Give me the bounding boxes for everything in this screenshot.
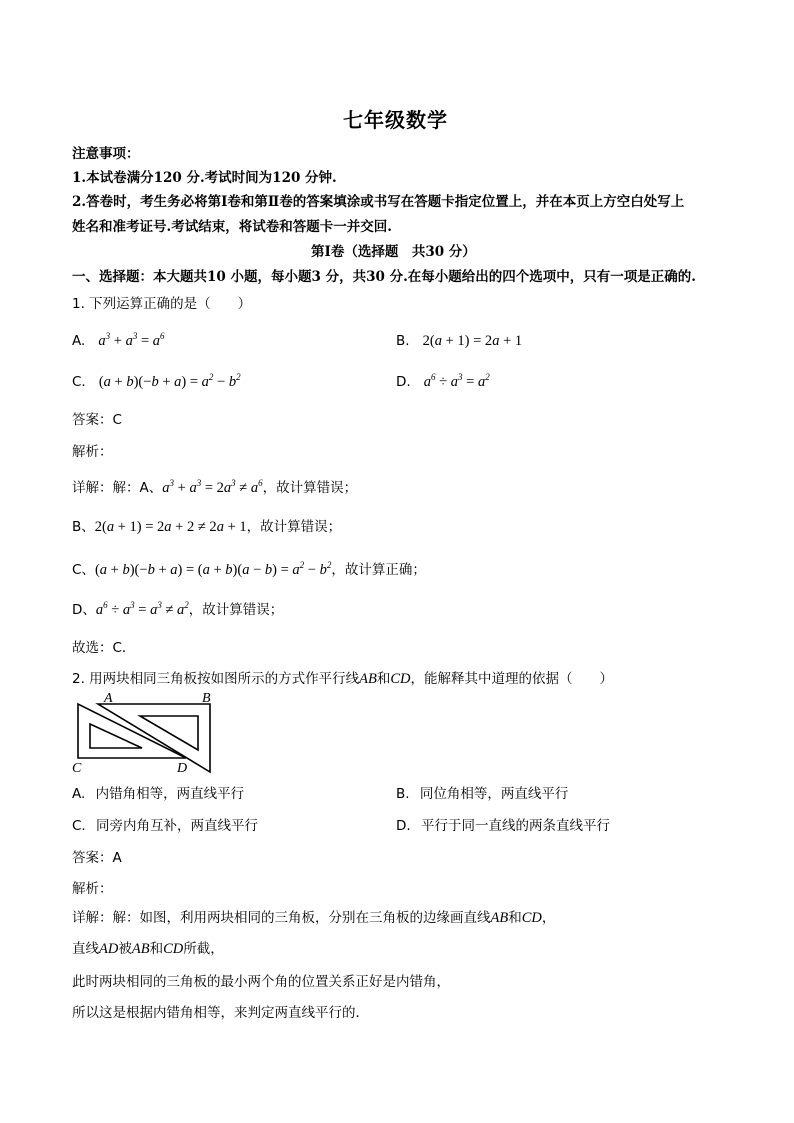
q2-detail-line-2-and: 和	[149, 941, 164, 957]
q1-stem: 1. 下列运算正确的是（ ）	[72, 296, 252, 312]
q2-option-a-text: 内错角相等，两直线平行	[95, 786, 245, 802]
q1-answer: 答案：C	[72, 412, 122, 428]
q1-detail-a-suffix: ，故计算错误；	[262, 480, 358, 496]
q1-detail-d-suffix: ，故计算错误；	[188, 602, 284, 618]
q2-detail-line-2-cd: CD	[163, 941, 184, 957]
notice-item-2-line-2: 姓名和准考证号.考试结束，将试卷和答题卡一并交回.	[72, 219, 392, 235]
notice-heading: 注意事项：	[72, 146, 140, 162]
triangle-rulers-figure	[68, 690, 228, 776]
q1-detail-b-math: 2(a + 1) = 2a + 2 ≠ 2a + 1	[94, 519, 247, 535]
q2-option-b	[396, 782, 568, 802]
q2-detail-line-2-ab: AB	[131, 941, 150, 957]
q2-option-d-text: 平行于同一直线的两条直线平行	[420, 818, 610, 834]
q1-detail-c-prefix: C、	[72, 562, 95, 578]
figure-label-d: D	[177, 761, 188, 776]
q2-detail-line-2-prefix: 直线	[72, 941, 99, 957]
q2-detail-line-3: 此时两块相同的三角板的最小两个角的位置关系正好是内错角，	[72, 974, 450, 990]
q2-option-b-label: B.	[396, 786, 410, 802]
right-triangle	[98, 704, 210, 772]
q2-detail-line-2-mid: 被	[118, 941, 132, 957]
q2-stem-cd: CD	[390, 671, 411, 687]
q1-analysis: 解析：	[72, 444, 113, 460]
q1-option-b-label: B.	[396, 333, 410, 349]
q1-conclusion: 故选：C．	[72, 640, 136, 656]
q1-option-d-math: $a^6 \div a^3 = a^2$	[423, 372, 490, 390]
q1-option-b-math: 2(a + 1) = 2a + 1	[422, 333, 523, 349]
q1-detail-b-suffix: ，故计算错误；	[246, 519, 342, 535]
figure-label-a: A	[104, 691, 113, 706]
q1-detail-d-math: $a^6 \div a^3 = a^3 \ne a^2$	[95, 600, 189, 618]
q1-option-a-math: $a^3 + a^3 = a^6$	[98, 331, 165, 349]
figure-label-b: B	[202, 691, 211, 706]
q1-option-b	[396, 330, 522, 350]
q1-detail-b	[72, 515, 341, 536]
notice-item-1: 1.本试卷满分120 分.考试时间为120 分钟.	[72, 170, 337, 186]
q1-detail-d-prefix: D、	[72, 602, 96, 618]
q1-option-c-math: $(a + b)(-b + a) = a^2 - b^2$	[98, 372, 241, 390]
q1-option-c	[72, 371, 241, 391]
notice-item-2-line-1: 2.答卷时，考生务必将第Ⅰ卷和第Ⅱ卷的答案填涂或书写在答题卡指定位置上，并在本页上方空白处写上	[72, 194, 685, 210]
q1-option-d	[396, 371, 490, 391]
q1-detail-a-prefix: 详解：解：A、	[72, 480, 163, 496]
q2-stem-prefix: 2. 用两块相同三角板按如图所示的方式作平行线	[72, 671, 360, 687]
q1-detail-a	[72, 476, 357, 497]
q2-detail-line-1-suffix: ，	[541, 910, 556, 926]
section-title: 第Ⅰ卷（选择题 共30 分）	[311, 244, 476, 260]
q1-option-a-label: A.	[72, 333, 86, 349]
figure-label-c: C	[72, 761, 82, 776]
right-triangle-inner	[140, 716, 198, 750]
q2-option-c-label: C.	[72, 818, 86, 834]
q2-option-d	[396, 814, 610, 834]
q1-detail-c-math: $(a + b)(-b + a) = (a + b)(a - b) = a^2 - b^2$	[94, 560, 332, 578]
q2-detail-line-1-cd: CD	[521, 910, 542, 926]
q1-detail-a-math: $a^3 + a^3 = 2a^3 \ne a^6$	[162, 478, 263, 496]
q2-detail-line-1	[72, 906, 555, 927]
q1-detail-c	[72, 558, 426, 579]
q2-detail-line-2	[72, 937, 224, 958]
q1-option-c-label: C.	[72, 374, 86, 390]
q1-detail-c-suffix: ，故计算正确；	[331, 562, 426, 578]
q1-option-a	[72, 330, 165, 350]
q2-stem	[72, 667, 613, 688]
q2-option-d-label: D.	[396, 818, 411, 834]
q2-detail-line-1-ab: AB	[490, 910, 509, 926]
q2-stem-and: 和	[376, 671, 391, 687]
q2-stem-ab: AB	[359, 671, 377, 687]
q2-detail-line-1-and: 和	[508, 910, 522, 926]
q2-option-c	[72, 814, 258, 834]
q2-stem-suffix: ，能解释其中道理的依据（ ）	[410, 671, 614, 687]
q2-option-a	[72, 782, 244, 802]
q2-answer: 答案：A	[72, 850, 122, 866]
q2-detail-line-2-ad: AD	[99, 941, 119, 957]
left-triangle	[78, 704, 186, 758]
left-triangle-inner	[90, 724, 142, 748]
q2-detail-line-4: 所以这是根据内错角相等，来判定两直线平行的．	[72, 1005, 369, 1021]
page-title: 七年级数学	[343, 108, 448, 132]
q2-analysis: 解析：	[72, 881, 113, 897]
q1-detail-d	[72, 598, 283, 619]
q2-option-a-label: A.	[72, 786, 86, 802]
q2-option-b-text: 同位角相等，两直线平行	[419, 786, 569, 802]
q1-detail-b-prefix: B、	[72, 519, 95, 535]
q1-option-d-label: D.	[396, 374, 411, 390]
q2-detail-line-2-suffix: 所截，	[183, 941, 224, 957]
q2-option-c-text: 同旁内角互补，两直线平行	[96, 818, 259, 834]
q2-detail-line-1-prefix: 详解：解：如图，利用两块相同的三角板，分别在三角板的边缘画直线	[72, 910, 491, 926]
section-instruction: 一、选择题：本大题共10 小题，每小题3 分，共30 分.在每小题给出的四个选项中，只有一项是正确的.	[72, 269, 696, 285]
